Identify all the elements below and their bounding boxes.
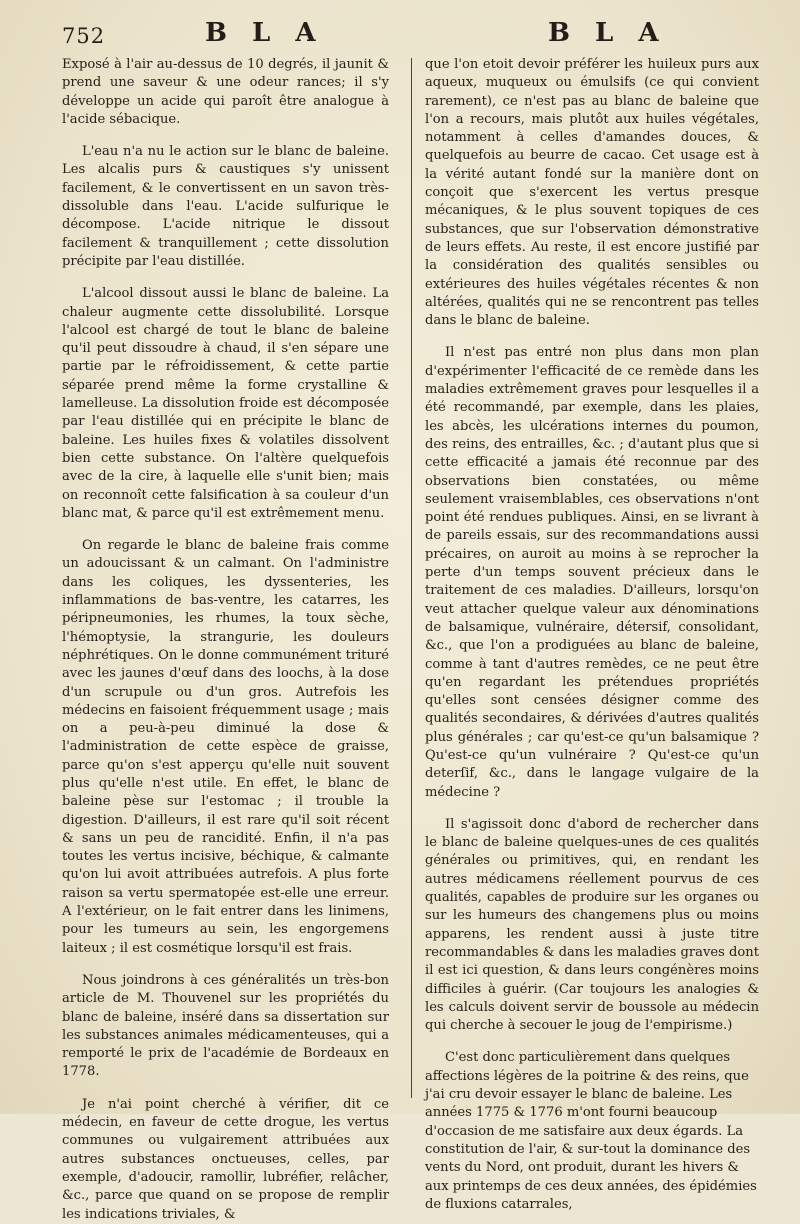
paragraph: Nous joindrons à ces généralités un très-bon article de M. Thouvenel sur les propriétés du blanc de baleine, inséré dans sa dissertation sur les substances animales médicamenteuses, qui a remporté le prix de l'académie de Bordeaux en 1778. [62,972,389,1080]
paragraph: C'est donc particulièrement dans quelques affections légères de la poitrine & des reins, que j'ai cru devoir essayer le blanc de baleine. Les années 1775 & 1776 m'ont fourni beaucoup d'occasion de me satisfaire aux deux égards. La constitution de l'air, & sur-tout la dominance des vents du Nord, ont produit, durant les hivers & aux printemps de ces deux années, des épidémies de fluxions catarrales, [425,1050,757,1212]
paragraph: Je n'ai point cherché à vérifier, dit ce médecin, en faveur de cette drogue, les vertus communes ou vulgairement attribuées aux autres substances onctueuses, celles, par exemple, d'adoucir, ramollir, lubréfier, relâcher, &c., parce que quand on se propose de remplir les indications triviales, & [62,1096,389,1222]
column-divider [411,58,412,1098]
paragraph: Il s'agissoit donc d'abord de rechercher dans le blanc de baleine quelques-unes de ces qualités générales ou primitives, qui, en rendant les autres médicamens réellement pourvus de ces qualités, capables de produire sur les organes ou sur les humeurs des changemens plus ou moins apparens, les rendent aussi à juste titre recommandables & dans les maladies graves dont il est ici question, & dans leurs congénères moins difficiles à guérir. (Car toujours les analogies & les calculs doivent servir de boussole au médecin qui cherche à secouer le joug de l'empirisme.) [425,816,759,1034]
paragraph: que l'on etoit devoir préférer les huileux purs aux aqueux, muqueux ou émulsifs (ce qui convient rarement), ce n'est pas au blanc de baleine que l'on a recours, mais plutôt aux huiles végétales, notamment à celles d'amandes douces, & quelquefois au beurre de cacao. Cet usage est à la vérité autant fondé sur la manière dont on conçoit que s'exercent les vertus presque mécaniques, & le plus souvent topiques de ces substances, que sur l'observation démonstrative de leurs effets. Au reste, il est encore justifié par la considération des qualités sensibles ou extérieures des huiles végétales récentes & non altérées, qualités qui ne se rencontrent pas telles dans le blanc de baleine. [425,57,759,329]
paragraph: On regarde le blanc de baleine frais comme un adoucissant & un calmant. On l'administre dans les coliques, les dyssenteries, les inflammations de bas-ventre, les catarres, les péripneumonies, les rhumes, la toux sèche, l'hémoptysie, la strangurie, les douleurs néphrétiques. On le donne communément trituré avec les jaunes d'œuf dans des loochs, à la dose d'un scrupule ou d'un gros. Autrefois les médecins en faisoient fréquemment usage ; mais on a peu-à-peu diminué la dose & l'administration de cette espèce de graisse, parce qu'on s'est apperçu qu'elle nuit souvent plus qu'elle n'est utile. En effet, le blanc de baleine pèse sur l'estomac ; il trouble la digestion. D'ailleurs, il est rare qu'il soit récent & sans un peu de rancidité. Enfin, il n'a pas toutes les vertus incisive, béchique, & calmante qu'on lui avoit attribuées autrefois. A plus forte raison sa vertu spermatopée est-elle une erreur. A l'extérieur, on le fait entrer dans les linimens, pour les tumeurs au sein, les engorgemens laiteux ; il est cosmétique lorsqu'il est frais. [62,538,389,956]
page-header [0,18,800,54]
paragraph: L'alcool dissout aussi le blanc de baleine. La chaleur augmente cette dissolubilité. Lorsque l'alcool est chargé de tout le blanc de baleine qu'il peut dissoudre à chaud, il s'en sépare une partie par le réfroidissement, & cette partie séparée prend même la forme crystalline & lamelleuse. La dissolution froide est décomposée par l'eau distillée qui en précipite le blanc de baleine. Les huiles fixes & volatiles dissolvent bien cette substance. On l'altère quelquefois avec de la cire, à laquelle elle s'unit bien; mais on reconnoît cette falsification à sa couleur d'un blanc mat, & parce qu'il est extrêmement menu. [62,286,389,521]
right-column [425,56,759,1214]
left-column [62,56,389,1224]
paragraph: Il n'est pas entré non plus dans mon plan d'expérimenter l'efficacité de ce remède dans les maladies extrêmement graves pour lesquelles il a été recommandé, par exemple, dans les plaies, les abcès, les ulcérations internes du poumon, des reins, des entrailles, &c. ; d'autant plus que si cette efficacité a jamais été reconnue par des observations bien constatées, ou même seulement vraisemblables, ces observations n'ont point été rendues publiques. Ainsi, en se livrant à de pareils essais, sur des recommandations aussi précaires, on auroit au moins à se reprocher la perte d'un temps souvent précieux dans le traitement de ces maladies. D'ailleurs, lorsqu'on veut attacher quelque valeur aux dénominations de balsamique, vulnéraire, détersif, consolidant, &c., que l'on a prodiguées au blanc de baleine, comme à tant d'autres remèdes, ce ne peut être qu'en regardant les prétendues propriétés qu'elles sont censées désigner comme des qualités secondaires, & dérivées d'autres qualités plus générales ; car qu'est-ce qu'un balsamique ? Qu'est-ce qu'un vulnéraire ? Qu'est-ce qu'un deterſif, &c., dans le langage vulgaire de la médecine ? [425,345,759,800]
page-number: 752 [62,24,106,48]
running-head-right: B L A [548,18,667,48]
paragraph: L'eau n'a nu le action sur le blanc de baleine. Les alcalis purs & caustiques s'y unissent facilement, & le convertissent en un savon très-dissoluble dans l'eau. L'acide sulfurique le décompose. L'acide nitrique le dissout facilement & tranquillement ; cette dissolution précipite par l'eau distillée. [62,144,389,269]
running-head-left: B L A [205,18,324,48]
paragraph: Exposé à l'air au-dessus de 10 degrés, il jaunit & prend une saveur & une odeur rances; il s'y développe un acide qui paroît être analogue à l'acide sébacique. [62,57,389,127]
